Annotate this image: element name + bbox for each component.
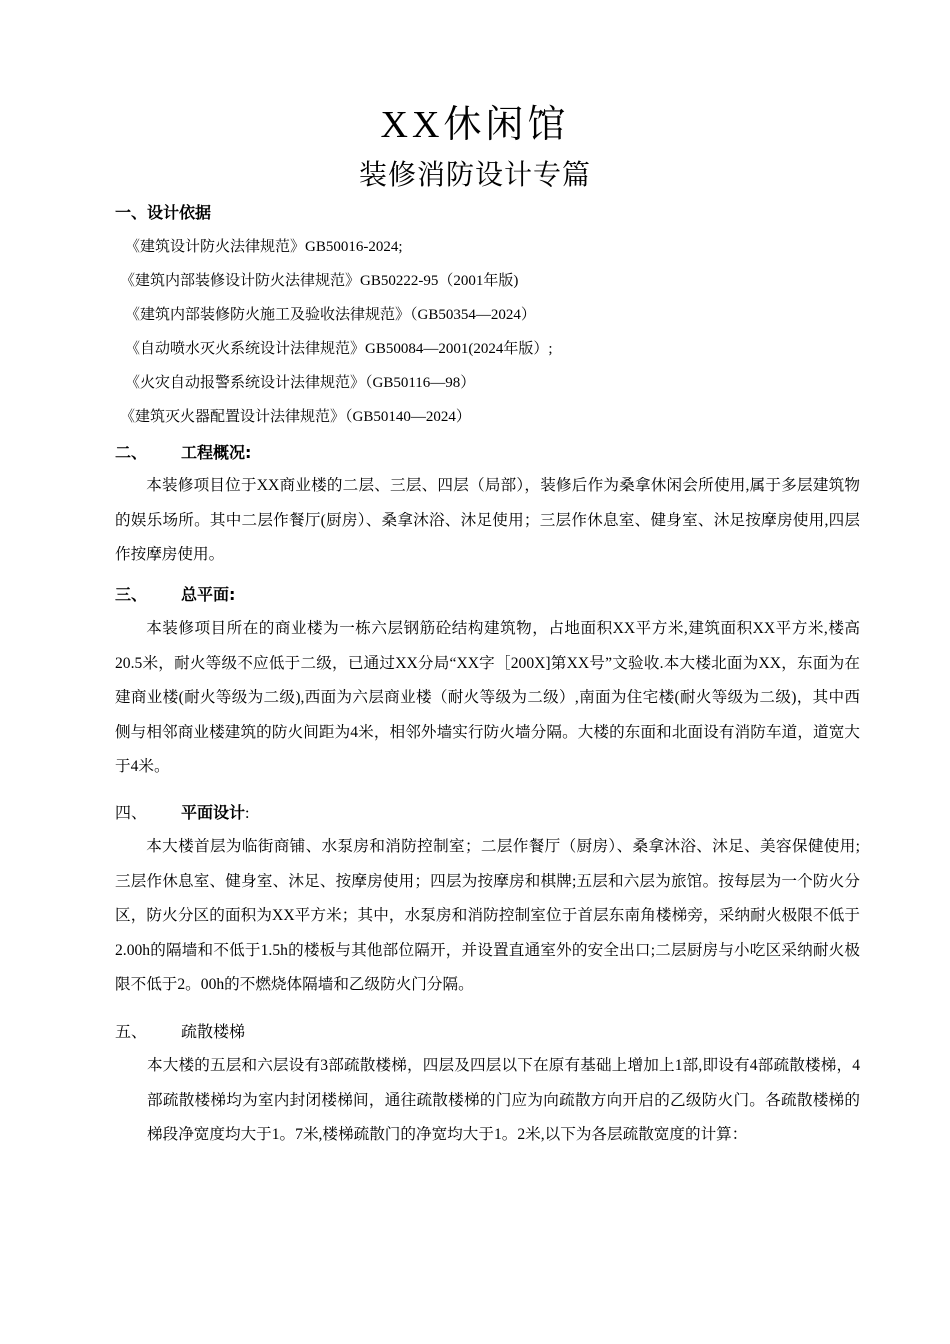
document-title: XX休闲馆 — [380, 104, 570, 146]
reference-item: 《建筑灭火器配置设计法律规范》（GB50140—2024） — [120, 409, 471, 425]
section-number: 二、 — [115, 443, 148, 462]
section-heading-basis — [115, 201, 211, 225]
reference-item: 《建筑内部装修设计防火法律规范》GB50222-95（2001年版) — [120, 273, 519, 289]
reference-item: 《建筑内部装修防火施工及验收法律规范》（GB50354—2024） — [125, 307, 536, 323]
section-heading-overview — [115, 441, 251, 465]
section-body: 本大楼首层为临街商铺、水泵房和消防控制室；二层作餐厅（厨房）、桑拿沐浴、沐足、美容保健使用;三层作休息室、健身室、沐足、按摩房使用；四层为按摩房和棋牌;五层和六层为旅馆。按每层为一个防火分区，防火分区的面积为XX平方米；其中，水泵房和消防控制室位于首层东南角楼梯旁，采纳耐火极限不低于2.00h的隔墙和不低于1.5h的楼板与其他部位隔开，并设置直通室外的安全出口;二层厨房与小吃区采纳耐火极限不低于2。00h的不燃烧体隔墙和乙级防火门分隔。 — [115, 838, 860, 993]
section-title: 设计依据 — [147, 203, 212, 222]
section-body: 本大楼的五层和六层设有3部疏散楼梯，四层及四层以下在原有基础上增加上1部,即设有4部疏散楼梯，4部疏散楼梯均为室内封闭楼梯间，通往疏散楼梯的门应为向疏散方向开启的乙级防火门。各疏散楼梯的梯段净宽度均大于1。7米,楼梯疏散门的净宽均大于1。2米,以下为各层疏散宽度的计算： — [147, 1057, 860, 1143]
section-heading-stairs — [115, 1021, 245, 1045]
reference-item: 《建筑设计防火法律规范》GB50016-2024; — [125, 239, 403, 255]
reference-item: 《自动喷水灭火系统设计法律规范》GB50084—2001(2024年版）; — [125, 341, 553, 357]
section-number: 四、 — [115, 805, 148, 822]
section-body: 本装修项目位于XX商业楼的二层、三层、四层（局部），装修后作为桑拿休闲会所使用,属于多层建筑物的娱乐场所。其中二层作餐厅(厨房）、桑拿沐浴、沐足使用；三层作休息室、健身室、沐足按摩房使用,四层作按摩房使用。 — [115, 477, 860, 563]
section-heading-site-plan — [115, 583, 235, 607]
section-body: 本装修项目所在的商业楼为一栋六层钢筋砼结构建筑物，占地面积XX平方米,建筑面积XX平方米,楼高20.5米，耐火等级不应低于二级，已通过XX分局“XX字［200X]第XX号”文验收.本大楼北面为XX，东面为在建商业楼(耐火等级为二级),西面为六层商业楼（耐火等级为二级）,南面为住宅楼(耐火等级为二级)，其中西侧与相邻商业楼建筑的防火间距为4米，相邻外墙实行防火墙分隔。大楼的东面和北面设有消防车道，道宽大于4米。 — [115, 620, 860, 775]
section-title: 平面设计 — [181, 803, 246, 822]
section-title: 工程概况: — [181, 443, 252, 462]
section-number: 一、 — [115, 203, 148, 222]
section-title: 总平面: — [181, 585, 236, 604]
section-number: 五、 — [115, 1024, 148, 1041]
reference-item: 《火灾自动报警系统设计法律规范》（GB50116—98） — [125, 375, 476, 391]
section-title: 疏散楼梯 — [181, 1024, 246, 1041]
section-heading-floor-plan — [115, 801, 249, 826]
document-subtitle: 装修消防设计专篇 — [358, 160, 591, 191]
section-number: 三、 — [115, 585, 148, 604]
section-title-suffix: : — [245, 805, 250, 822]
